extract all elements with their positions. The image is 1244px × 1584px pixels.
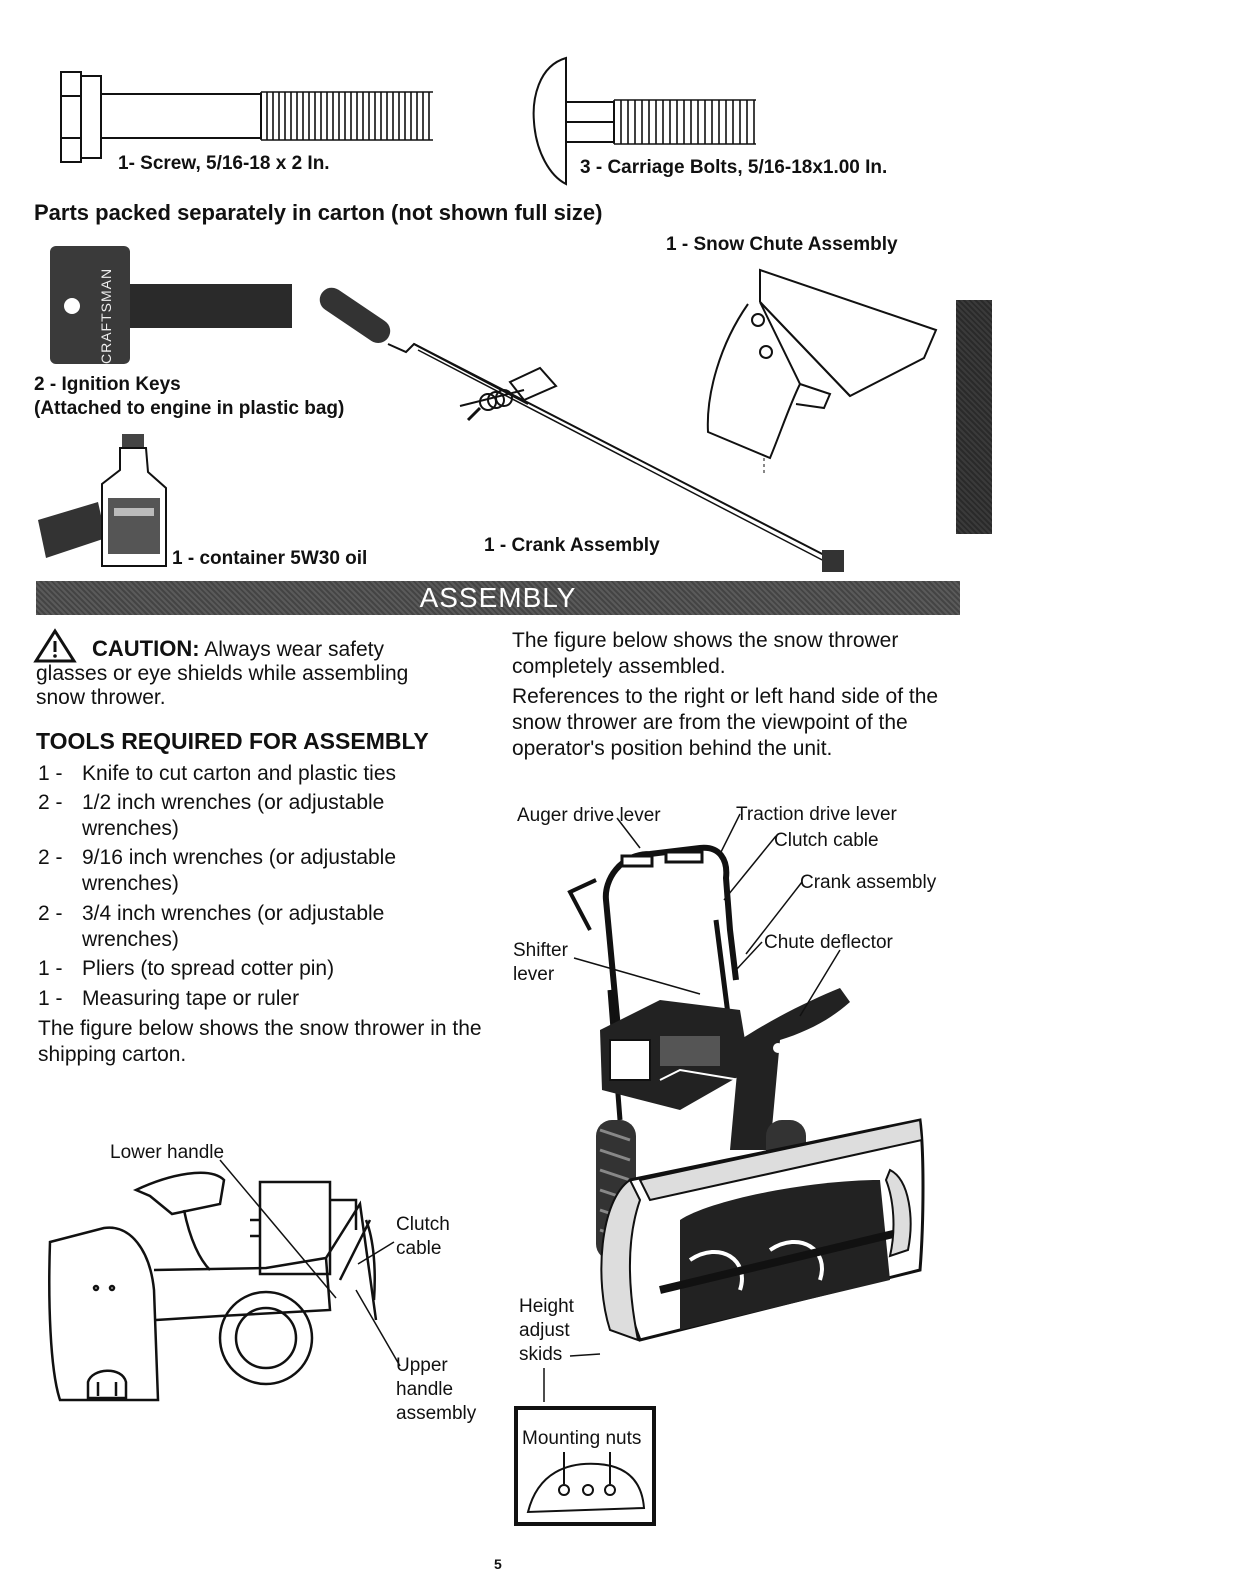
- tool-item: [38, 845, 432, 897]
- tools-footer-text: The figure below shows the snow thrower in the shipping carton.: [38, 1017, 482, 1066]
- crank-assembly-label: 1 - Crank Assembly: [484, 535, 660, 556]
- oil-container-icon: [36, 428, 176, 578]
- tool-text: 1/2 inch wrenches (or adjustable wrenches): [82, 791, 385, 840]
- tool-qty: 2 -: [38, 902, 63, 925]
- tool-item: [38, 956, 442, 982]
- tool-qty: 1 -: [38, 987, 63, 1010]
- caution-line-1: Always wear safety: [204, 638, 384, 661]
- carton-clutch-label-2: cable: [396, 1238, 442, 1259]
- tool-text: Knife to cut carton and plastic ties: [82, 762, 397, 785]
- auger-drive-lever-label: Auger drive lever: [517, 805, 661, 826]
- section-tab-marker: [956, 300, 992, 534]
- caution-line-2: glasses or eye shields while assembling: [36, 662, 409, 685]
- tool-text: 3/4 inch wrenches (or adjustable wrenches): [82, 902, 385, 951]
- tool-item: [38, 901, 422, 953]
- page-number: 5: [494, 1556, 502, 1572]
- skid-plate-icon: [518, 1452, 652, 1522]
- tool-text: 9/16 inch wrenches (or adjustable wrenches): [82, 846, 397, 895]
- key-brand-text: CRAFTSMAN: [98, 267, 114, 364]
- mounting-nuts-inset: [514, 1406, 656, 1526]
- traction-drive-lever-label: Traction drive lever: [736, 804, 897, 825]
- oil-label: 1 - container 5W30 oil: [172, 548, 368, 569]
- tool-qty: 1 -: [38, 957, 63, 980]
- ignition-key-icon: [50, 246, 292, 366]
- caution-line-3: snow thrower.: [36, 686, 166, 709]
- parts-heading: Parts packed separately in carton (not shown full size): [34, 200, 603, 225]
- carton-clutch-label-1: Clutch: [396, 1214, 450, 1235]
- viewpoint-note-text: References to the right or left hand side of the snow thrower are from the viewpoint of the operator's position behind the unit.: [512, 685, 939, 760]
- tool-item: [38, 761, 442, 787]
- tool-qty: 1 -: [38, 762, 63, 785]
- shifter-lever-label-1: Shifter: [513, 940, 568, 961]
- tool-item: [38, 986, 442, 1012]
- snow-chute-label: 1 - Snow Chute Assembly: [666, 234, 898, 255]
- chute-deflector-label: Chute deflector: [764, 932, 893, 953]
- mounting-nuts-label: Mounting nuts: [522, 1428, 642, 1449]
- upper-handle-label-3: assembly: [396, 1403, 477, 1424]
- assembly-banner: [36, 581, 960, 615]
- assembly-banner-title: ASSEMBLY: [419, 582, 577, 613]
- clutch-cable-label: Clutch cable: [774, 830, 879, 851]
- tool-item: [38, 790, 422, 842]
- tool-text: Pliers (to spread cotter pin): [82, 957, 335, 980]
- assembled-figure-leaders: [500, 790, 1000, 1490]
- caution-word: CAUTION:: [92, 636, 200, 661]
- upper-handle-label-2: handle: [396, 1379, 454, 1400]
- ignition-keys-note: (Attached to engine in plastic bag): [34, 398, 345, 419]
- snow-chute-drawing: [700, 264, 950, 464]
- carriage-bolt-label: 3 - Carriage Bolts, 5/16-18x1.00 In.: [580, 157, 888, 178]
- height-skids-label-3: skids: [519, 1344, 563, 1365]
- tool-qty: 2 -: [38, 791, 63, 814]
- screw-label: 1- Screw, 5/16-18 x 2 In.: [118, 153, 330, 174]
- ignition-keys-label: 2 - Ignition Keys: [34, 374, 181, 395]
- crank-assembly-callout: Crank assembly: [800, 872, 937, 893]
- assembled-intro-text: The figure below shows the snow thrower completely assembled.: [512, 629, 899, 678]
- tool-text: Measuring tape or ruler: [82, 987, 300, 1010]
- tool-qty: 2 -: [38, 846, 63, 869]
- tools-heading: TOOLS REQUIRED FOR ASSEMBLY: [36, 728, 429, 754]
- lower-handle-label: Lower handle: [110, 1142, 225, 1163]
- height-skids-label-2: adjust: [519, 1320, 570, 1341]
- height-skids-label-1: Height: [519, 1296, 574, 1317]
- upper-handle-label-1: Upper: [396, 1355, 448, 1376]
- shifter-lever-label-2: lever: [513, 964, 555, 985]
- caution-block: [36, 636, 486, 711]
